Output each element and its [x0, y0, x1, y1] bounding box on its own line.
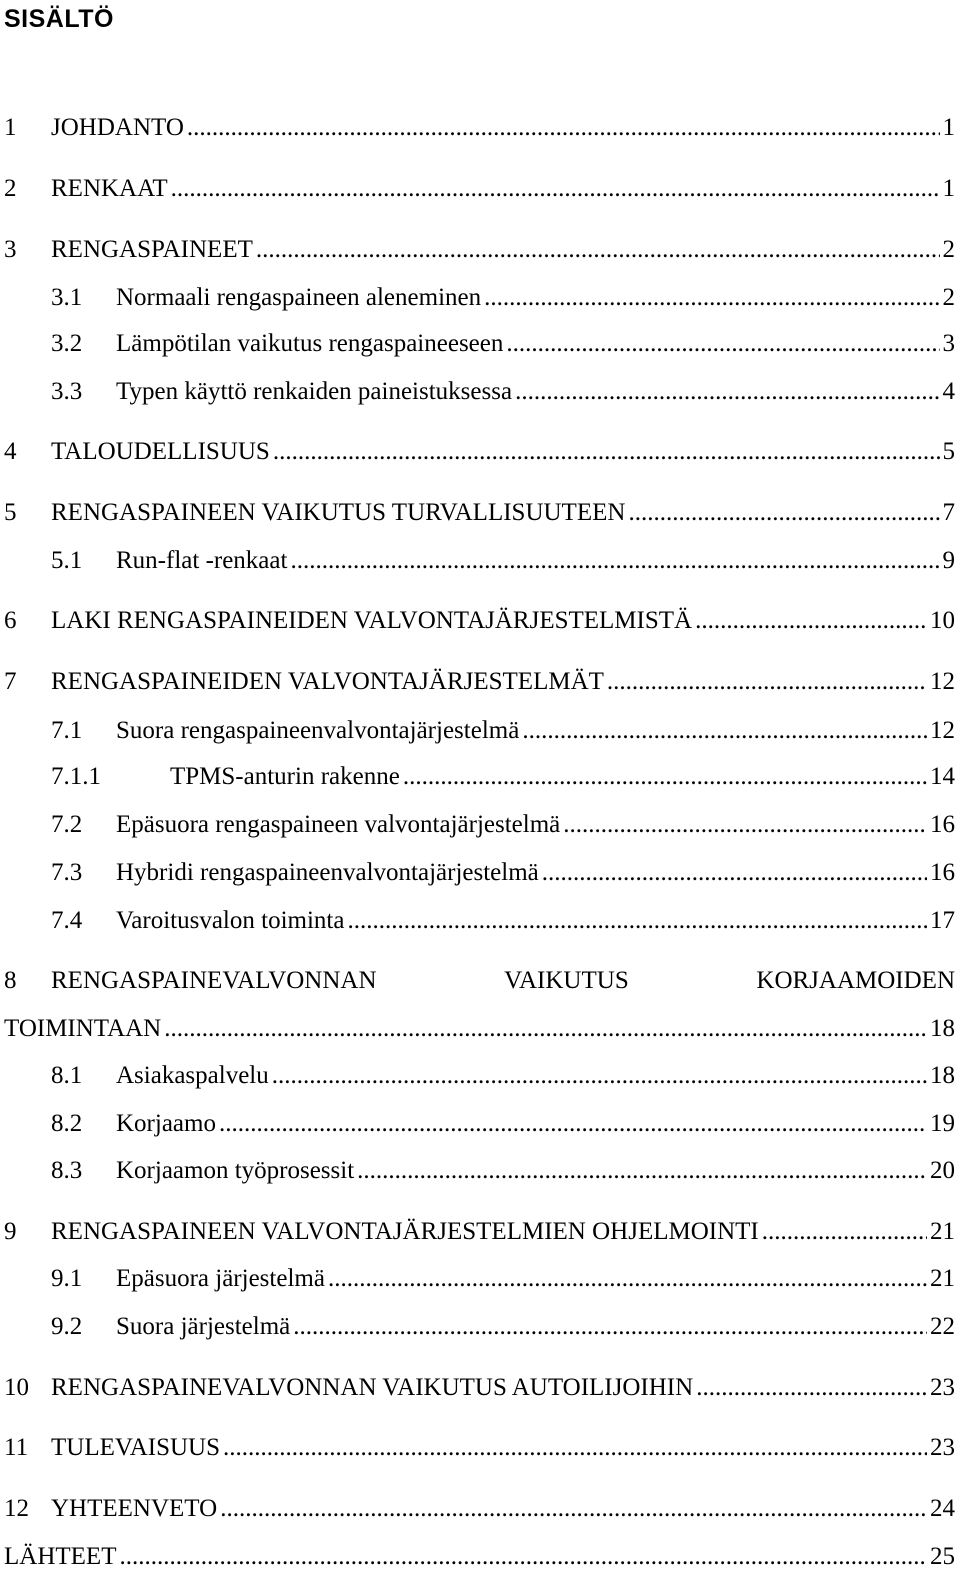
toc-entry-title: YHTEENVETO [51, 1495, 218, 1522]
toc-entry[interactable] [4, 905, 955, 937]
toc-entry-number: 7 [4, 668, 17, 695]
toc-dot-leader [256, 234, 940, 266]
toc-entry[interactable] [4, 1493, 955, 1525]
toc-entry-title: Run-flat -renkaat [116, 547, 288, 574]
toc-entry[interactable] [4, 282, 955, 314]
toc-page-number: 3 [942, 330, 955, 357]
toc-entry-title: Epäsuora rengaspaineen valvontajärjestelmä [116, 811, 561, 838]
toc-page-number: 4 [942, 378, 955, 405]
toc-entry-line1[interactable] [4, 965, 955, 997]
toc-page-number: 2 [942, 236, 955, 263]
toc-entry-title: Asiakaspalvelu [116, 1062, 269, 1089]
page-title: SISÄLTÖ [4, 5, 114, 33]
toc-dot-leader [762, 1216, 927, 1248]
toc-dot-leader [273, 436, 940, 468]
toc-entry-number: 2 [4, 175, 17, 202]
toc-entry[interactable] [4, 1372, 955, 1404]
toc-page-number: 7 [942, 499, 955, 526]
toc-entry-title: RENGASPAINEEN VAIKUTUS TURVALLISUUTEEN [51, 499, 626, 526]
toc-entry-title: TALOUDELLISUUS [51, 438, 270, 465]
toc-dot-leader [290, 545, 939, 577]
toc-entry[interactable] [4, 376, 955, 408]
toc-entry-number: 7.1 [51, 717, 83, 744]
toc-entry-number: 9.1 [51, 1265, 83, 1292]
toc-page-number: 23 [930, 1374, 955, 1401]
toc-entry-title: TULEVAISUUS [51, 1434, 220, 1461]
toc-entry[interactable] [4, 1432, 955, 1464]
toc-entry-number: 8.1 [51, 1062, 83, 1089]
toc-page-number: 25 [930, 1543, 955, 1570]
toc-entry-title: Normaali rengaspaineen aleneminen [116, 284, 482, 311]
toc-dot-leader [357, 1155, 927, 1187]
toc-page-number: 12 [930, 717, 955, 744]
toc-entry-number: 5 [4, 499, 17, 526]
toc-entry-title: JOHDANTO [51, 114, 184, 141]
toc-entry[interactable] [4, 666, 955, 698]
toc-entry-number: 7.4 [51, 907, 83, 934]
toc-entry-title: Suora rengaspaineenvalvontajärjestelmä [116, 717, 520, 744]
toc-entry[interactable] [4, 234, 955, 266]
toc-entry-title: Lämpötilan vaikutus rengaspaineeseen [116, 330, 504, 357]
toc-entry-title: RENGASPAINEVALVONNAN VAIKUTUS AUTOILIJOIHIN [51, 1374, 694, 1401]
toc-entry-number: 6 [4, 607, 17, 634]
toc-page-number: 12 [930, 668, 955, 695]
toc-entry-title [51, 965, 955, 997]
toc-entry-title-cont: TOIMINTAAN [4, 1015, 162, 1042]
toc-dot-leader [522, 715, 927, 747]
toc-page-number: 16 [930, 811, 955, 838]
toc-dot-leader [403, 761, 927, 793]
toc-entry[interactable] [4, 497, 955, 529]
toc-page-number: 21 [930, 1218, 955, 1245]
toc-entry[interactable] [4, 1108, 955, 1140]
toc-entry-title: Typen käyttö renkaiden paineistuksessa [116, 378, 513, 405]
toc-page-number: 16 [930, 859, 955, 886]
toc-page-number: 23 [930, 1434, 955, 1461]
toc-page-number: 17 [930, 907, 955, 934]
toc-dot-leader [347, 905, 927, 937]
toc-dot-leader [272, 1060, 927, 1092]
toc-entry[interactable] [4, 1541, 955, 1573]
toc-entry-title: Epäsuora järjestelmä [116, 1265, 325, 1292]
toc-entry-number: 7.3 [51, 859, 83, 886]
toc-entry[interactable] [4, 112, 955, 144]
toc-page-number: 1 [942, 175, 955, 202]
toc-entry-word: RENGASPAINEVALVONNAN [51, 967, 377, 994]
toc-dot-leader [628, 497, 939, 529]
toc-entry[interactable] [4, 857, 955, 889]
toc-entry-title: LÄHTEET [4, 1543, 117, 1570]
toc-entry-number: 11 [4, 1434, 29, 1461]
toc-entry[interactable] [4, 715, 955, 747]
toc-page-number: 22 [930, 1313, 955, 1340]
toc-page-number: 18 [930, 1015, 955, 1042]
toc-entry-number: 7.2 [51, 811, 83, 838]
toc-entry-number: 4 [4, 438, 17, 465]
toc-dot-leader [223, 1432, 927, 1464]
toc-entry-number: 8.3 [51, 1157, 83, 1184]
toc-entry-word: VAIKUTUS [504, 967, 629, 994]
toc-dot-leader [293, 1311, 927, 1343]
toc-page-number: 2 [942, 284, 955, 311]
toc-entry-title: RENGASPAINEIDEN VALVONTAJÄRJESTELMÄT [51, 668, 604, 695]
toc-entry-title: TPMS-anturin rakenne [170, 763, 400, 790]
toc-entry-title: RENGASPAINEEN VALVONTAJÄRJESTELMIEN OHJELMOINTI [51, 1218, 759, 1245]
toc-page-number: 21 [930, 1265, 955, 1292]
toc-entry[interactable] [4, 436, 955, 468]
toc-entry-title: RENKAAT [51, 175, 168, 202]
toc-dot-leader [164, 1013, 927, 1045]
toc-dot-leader [607, 666, 927, 698]
toc-page-number: 14 [930, 763, 955, 790]
toc-entry-line2[interactable] [4, 1013, 955, 1045]
toc-entry-title: Korjaamo [116, 1110, 216, 1137]
toc-entry-title: Hybridi rengaspaineenvalvontajärjestelmä [116, 859, 539, 886]
toc-dot-leader [171, 173, 940, 205]
toc-entry-number: 5.1 [51, 547, 83, 574]
toc-entry[interactable] [4, 545, 955, 577]
toc-entry-number: 1 [4, 114, 17, 141]
toc-entry-title: RENGASPAINEET [51, 236, 253, 263]
toc-entry[interactable] [4, 1060, 955, 1092]
toc-entry-number: 10 [4, 1374, 29, 1401]
toc-entry[interactable] [4, 1155, 955, 1187]
toc-entry[interactable] [4, 605, 955, 637]
toc-entry[interactable] [4, 173, 955, 205]
toc-dot-leader [696, 1372, 927, 1404]
toc-entry-number: 3.3 [51, 378, 83, 405]
toc-entry-number: 8.2 [51, 1110, 83, 1137]
toc-entry-number: 12 [4, 1495, 29, 1522]
toc-entry-number: 7.1.1 [51, 763, 101, 790]
toc-entry[interactable] [4, 328, 955, 360]
toc-entry-title: LAKI RENGASPAINEIDEN VALVONTAJÄRJESTELMISTÄ [51, 607, 693, 634]
toc-entry[interactable] [4, 809, 955, 841]
toc-dot-leader [484, 282, 939, 314]
toc-entry-number: 3.1 [51, 284, 83, 311]
toc-entry-number: 9 [4, 1218, 17, 1245]
toc-dot-leader [542, 857, 927, 889]
toc-dot-leader [515, 376, 939, 408]
toc-page-number: 19 [930, 1110, 955, 1137]
toc-entry[interactable] [4, 761, 955, 793]
toc-entry-word: KORJAAMOIDEN [756, 967, 955, 994]
toc-entry-number: 9.2 [51, 1313, 83, 1340]
toc-entry[interactable] [4, 1311, 955, 1343]
toc-entry-number: 3 [4, 236, 17, 263]
toc-page-number: 18 [930, 1062, 955, 1089]
toc-entry-title: Suora järjestelmä [116, 1313, 291, 1340]
toc-page-number: 20 [930, 1157, 955, 1184]
toc-dot-leader [219, 1108, 927, 1140]
toc-entry-number: 8 [4, 967, 17, 994]
toc-dot-leader [506, 328, 939, 360]
toc-dot-leader [328, 1263, 927, 1295]
toc-dot-leader [119, 1541, 927, 1573]
toc-page-number: 9 [942, 547, 955, 574]
toc-entry-number: 3.2 [51, 330, 83, 357]
toc-entry-title: Korjaamon työprosessit [116, 1157, 355, 1184]
toc-dot-leader [187, 112, 940, 144]
toc-page-number: 24 [930, 1495, 955, 1522]
toc-dot-leader [695, 605, 927, 637]
toc-page-number: 10 [930, 607, 955, 634]
toc-dot-leader [563, 809, 927, 841]
toc-entry[interactable] [4, 1216, 955, 1248]
toc-entry-title: Varoitusvalon toiminta [116, 907, 345, 934]
toc-page-number: 5 [942, 438, 955, 465]
toc-dot-leader [220, 1493, 927, 1525]
toc-page-number: 1 [942, 114, 955, 141]
toc-entry[interactable] [4, 1263, 955, 1295]
